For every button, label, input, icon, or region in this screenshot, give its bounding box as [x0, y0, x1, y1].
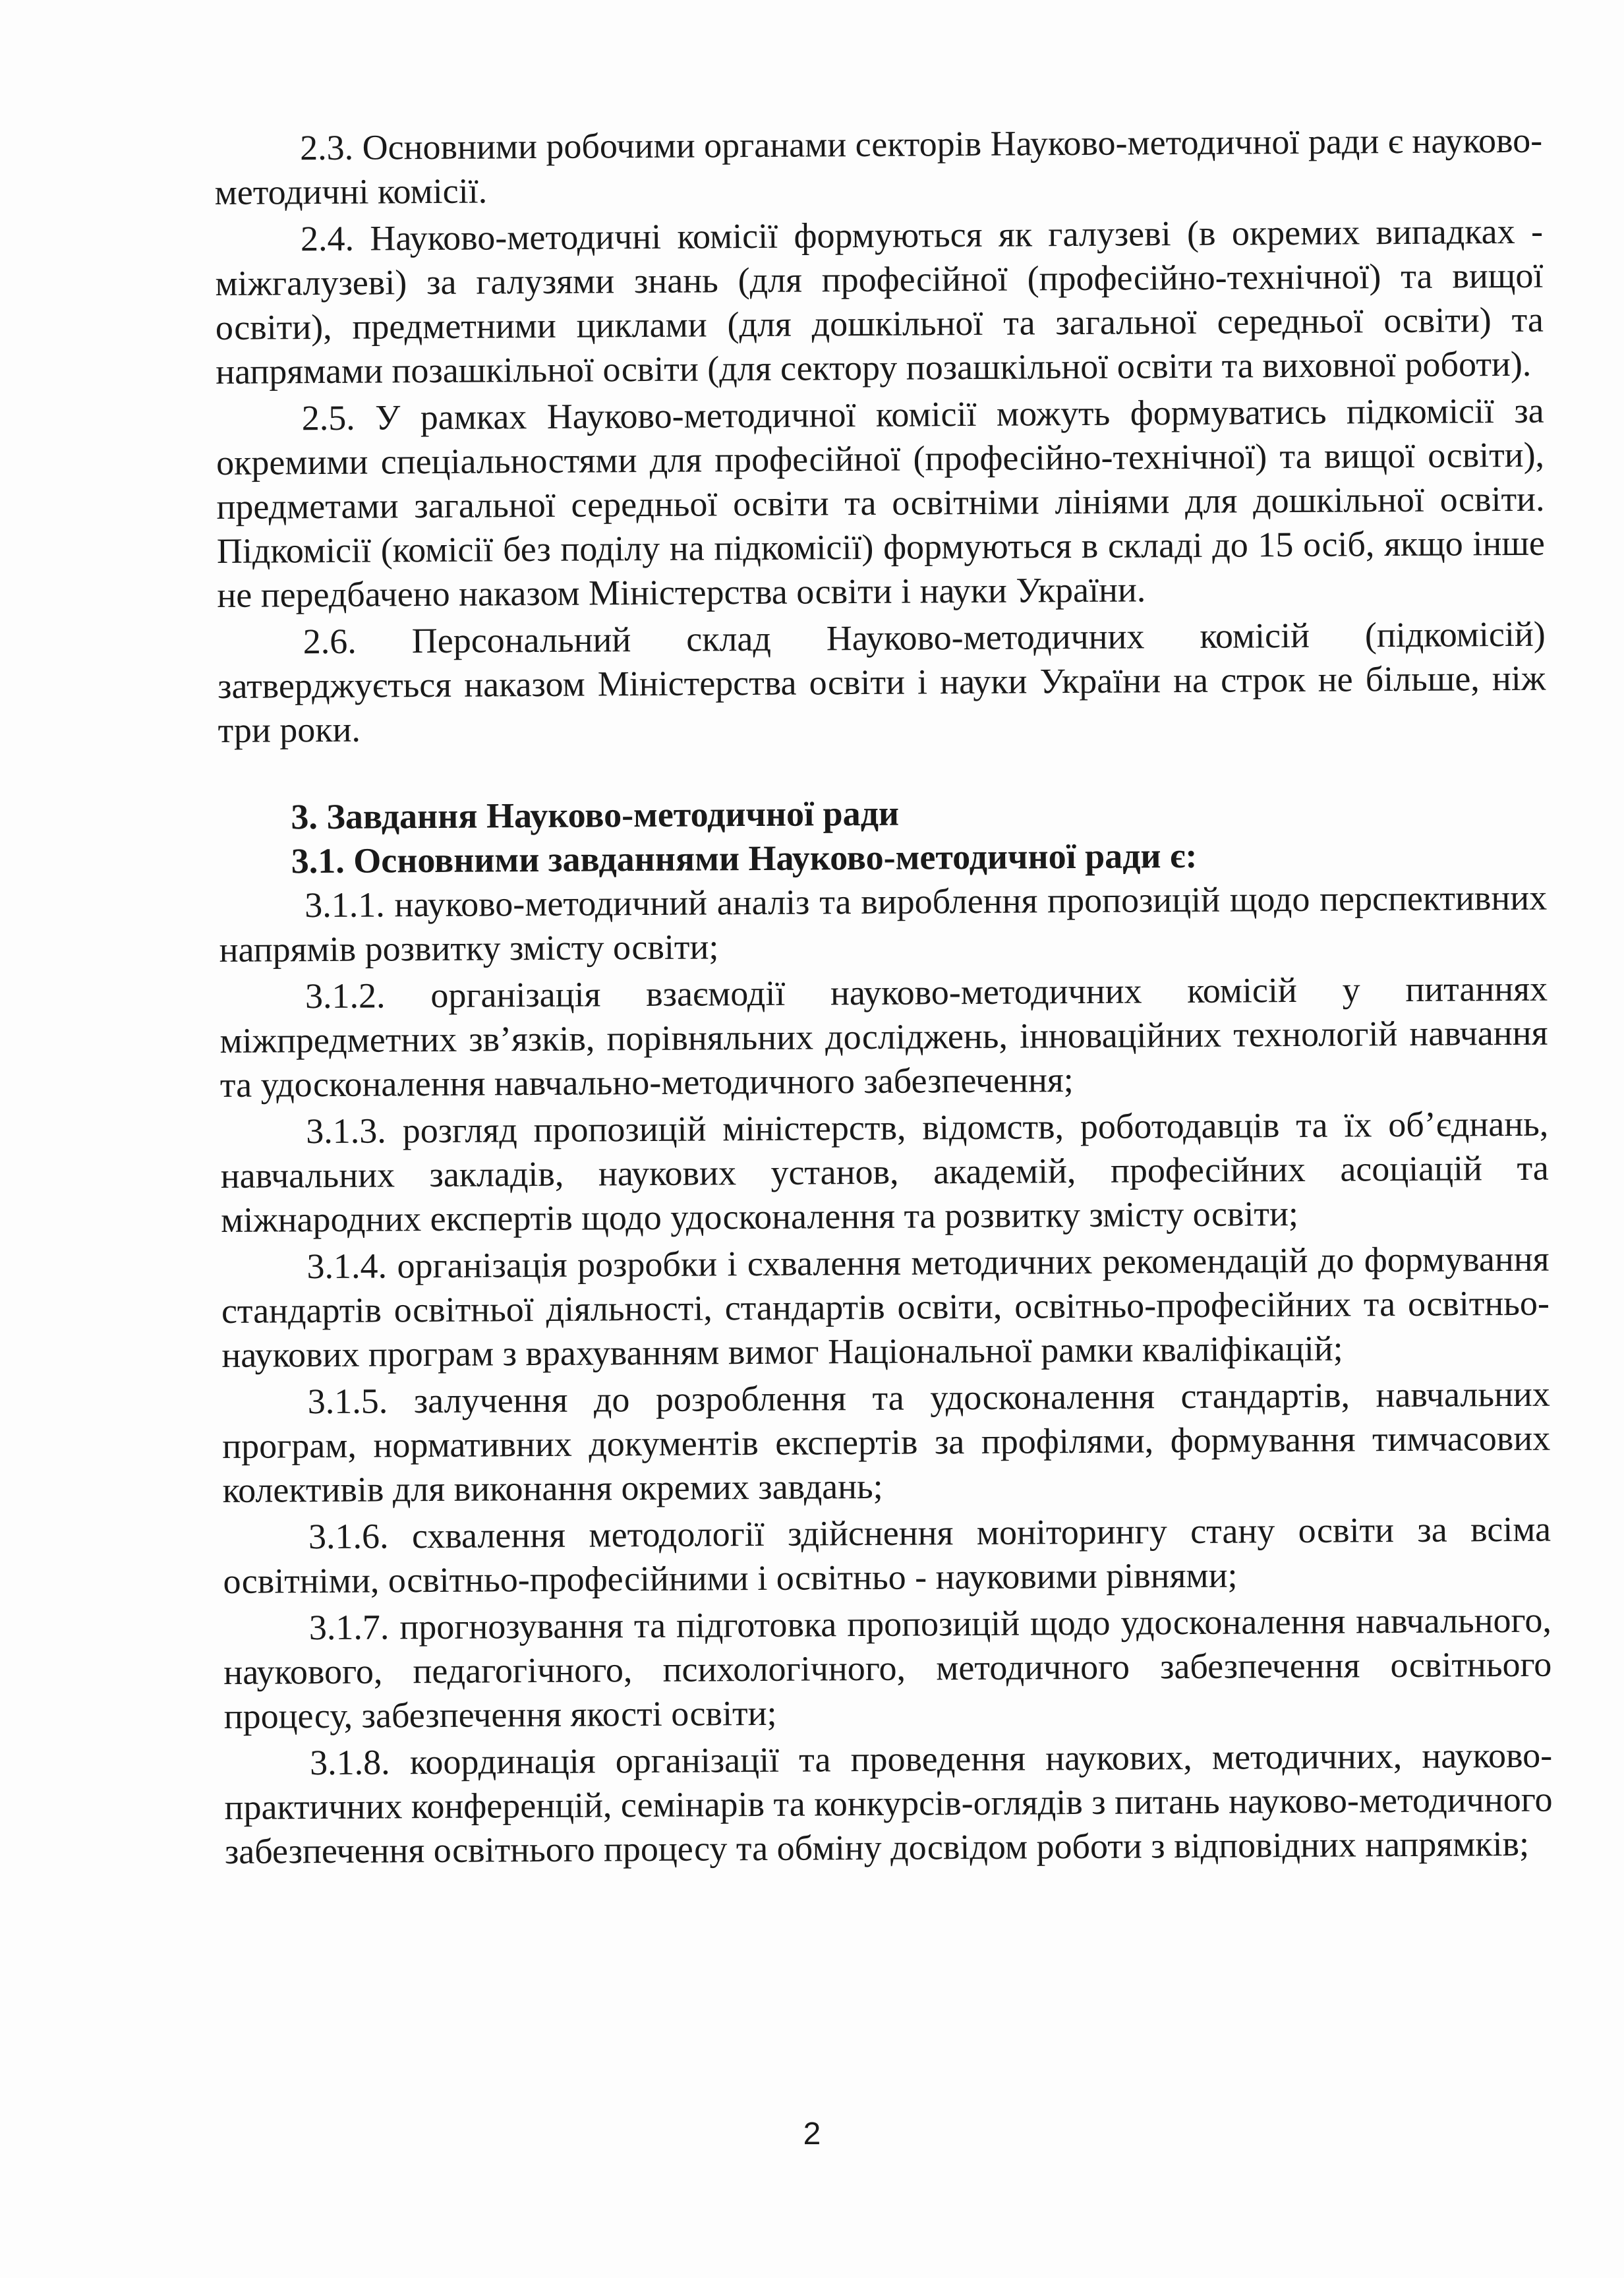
- paragraph-3-1-4: 3.1.4. організація розробки і схвалення методичних рекомендацій до формування стандартів освітньої діяльності, стандартів освіти, освітньо-професійних та освітньо-наукових програм з врахуванням вимог Національної рамки кваліфікацій;: [221, 1239, 1550, 1375]
- paragraph-2-5: 2.5. У рамках Науково-методичної комісії можуть формуватись підкомісії за окремими спеціальностями для професійної (професійно-технічної) та вищої освіти), предметами загальної середньої освіти та освітніми лініями для дошкільної освіти. Підкомісії (комісії без поділу на підкомісії) формуються в складі до 15 осіб, якщо інше не передбачено наказом Міністерства освіти і науки України.: [216, 390, 1546, 615]
- paragraph-2-3: 2.3. Основними робочими органами секторів Науково-методичної ради є науково-методичні комісії.: [214, 120, 1543, 212]
- paragraph-3-1-8: 3.1.8. координація організації та проведення наукових, методичних, науково-практичних конференцій, семінарів та конкурсів-оглядів з питань науково-методичного забезпечення освітнього процесу та обміну досвідом роботи з відповідних напрямків;: [224, 1735, 1553, 1871]
- paragraph-3-1-3: 3.1.3. розгляд пропозицій міністерств, відомств, роботодавців та їх об’єднань, навчальних закладів, наукових установ, академій, професійних асоціацій та міжнародних експертів щодо удосконалення та розвитку змісту освіти;: [220, 1103, 1549, 1240]
- paragraph-3-1-6: 3.1.6. схвалення методології здійснення моніторингу стану освіти за всіма освітніми, освітньо-професійними і освітньо - науковими рівнями;: [223, 1509, 1552, 1601]
- paragraph-3-1-5: 3.1.5. залучення до розроблення та удосконалення стандартів, навчальних програм, нормативних документів експертів за профілями, формування тимчасових колективів для виконання окремих завдань;: [222, 1374, 1551, 1510]
- document-body: [214, 119, 1553, 1877]
- paragraph-3-1-2: 3.1.2. організація взаємодії науково-методичних комісій у питаннях міжпредметних зв’язків, порівняльних досліджень, інноваційних технологій навчання та удосконалення навчально-методичного забезпечення;: [219, 968, 1548, 1105]
- page-number: 2: [803, 2117, 821, 2151]
- subsection-heading: 3.1. Основними завданнями Науково-методичної ради є:: [291, 835, 1198, 881]
- paragraph-3-1-1: 3.1.1. науково-методичний аналіз та вироблення пропозицій щодо перспективних напрямів розвитку змісту освіти;: [219, 877, 1548, 970]
- section-heading: 3. Завдання Науково-методичної ради: [291, 793, 900, 837]
- paragraph-3-1-7: 3.1.7. прогнозування та підготовка пропозицій щодо удосконалення навчального, наукового, педагогічного, психологічного, методичного забезпечення освітнього процесу, забезпечення якості освіти;: [223, 1600, 1552, 1736]
- paragraph-2-6: 2.6. Персональний склад Науково-методичних комісій (підкомісій) затверджується наказом Міністерства освіти і науки України на строк не більше, ніж три роки.: [218, 614, 1546, 750]
- paragraph-2-4: 2.4. Науково-методичні комісії формуються як галузеві (в окремих випадках - міжгалузеві) за галузями знань (для професійної (професійно-технічної) та вищої освіти), предметними циклами (для дошкільної та загальної середньої освіти) та напрямами позашкільної освіти (для сектору позашкільної освіти та виховної роботи).: [215, 211, 1544, 392]
